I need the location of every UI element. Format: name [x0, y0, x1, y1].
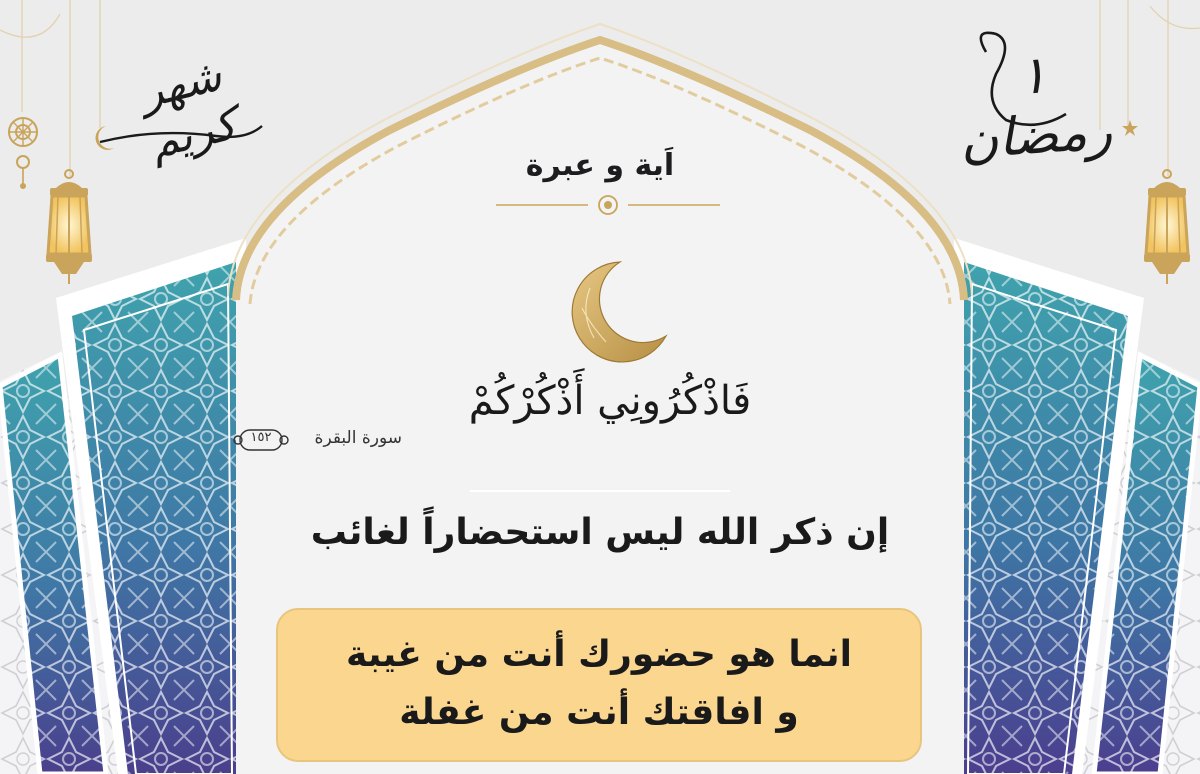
title-divider	[496, 194, 720, 216]
lantern-icon	[1134, 168, 1200, 286]
right-calligraphy: ١ رمضان	[958, 45, 1115, 172]
reflection-statement: إن ذكر الله ليس استحضاراً لغائب	[310, 512, 890, 553]
lantern-icon	[36, 168, 102, 286]
quran-verse: فَاذْكُرُونِي أَذْكُرْكُمْ	[468, 378, 752, 424]
left-calligraphy: شهر كريم	[135, 49, 242, 169]
ayah-number: ١٥٢	[250, 430, 272, 445]
star-icon	[1112, 120, 1144, 160]
page-title: اَية و عبرة	[525, 148, 675, 183]
quote-line-1: انما هو حضورك أنت من غيبة	[346, 634, 852, 675]
quote-line-2: و افاقتك أنت من غفلة	[399, 692, 799, 733]
ayah-number-badge	[232, 426, 290, 454]
verse-divider	[470, 486, 730, 496]
calligraphy-flourish	[966, 24, 1096, 134]
crescent-moon-icon	[560, 258, 670, 368]
surah-name: سورة البقرة	[314, 428, 402, 448]
quote-box	[276, 608, 922, 762]
calligraphy-flourish	[96, 118, 266, 148]
